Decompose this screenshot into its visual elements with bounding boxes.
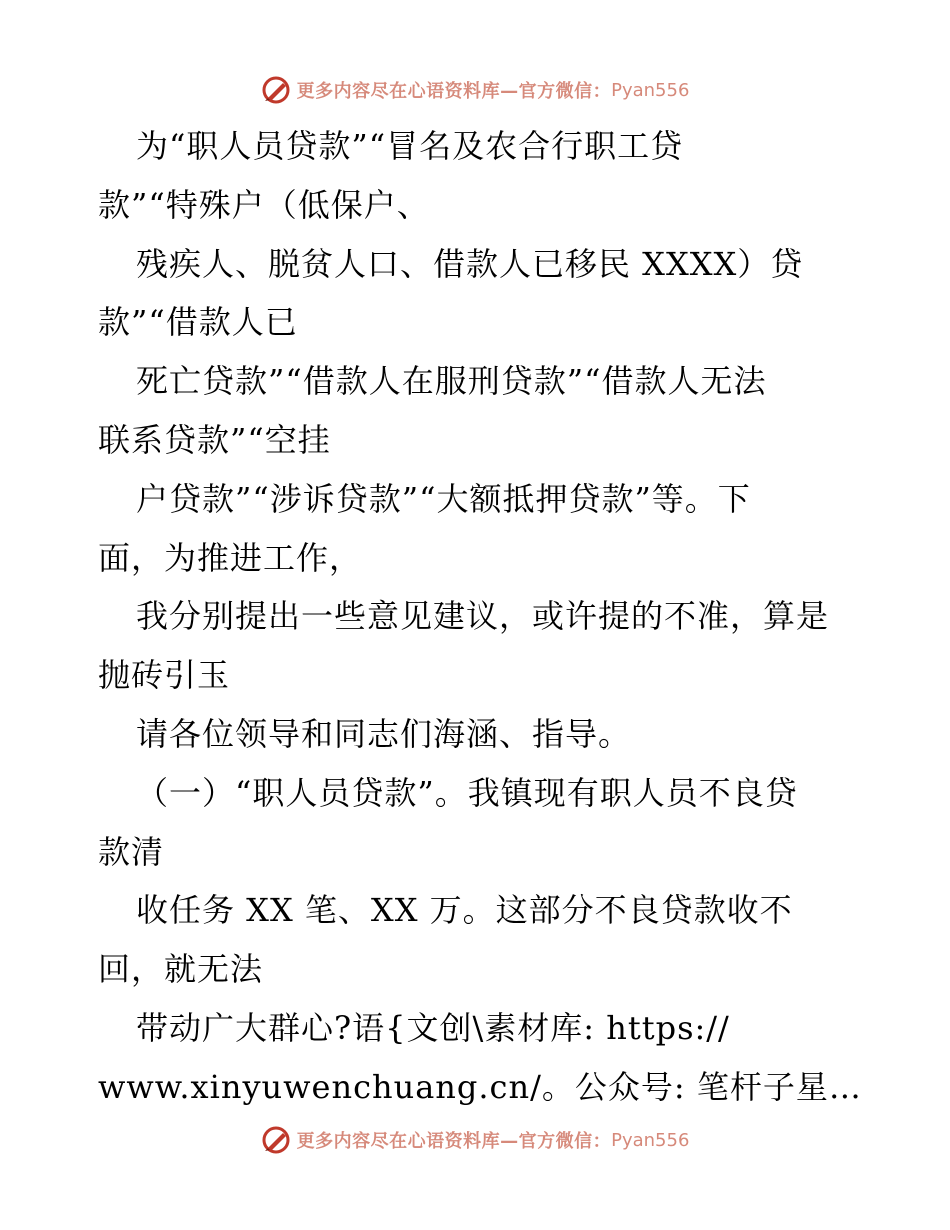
body-line-17: www.xinyuwenchuang.cn/。公众号: 笔杆子星… bbox=[98, 1067, 862, 1106]
body-line-16: 带动广大群心?语{文创\素材库: https:// bbox=[136, 1008, 730, 1047]
footer-banner-text: 更多内容尽在心语资料库—官方微信： bbox=[296, 1131, 612, 1152]
body-line-13: 款清 bbox=[98, 832, 165, 871]
body-line-11: 请各位领导和同志们海涵、指导。 bbox=[136, 714, 632, 753]
body-line-12: （一）“职人员贷款”。我镇现有职人员不良贷 bbox=[136, 773, 798, 812]
page-header-banner bbox=[0, 70, 950, 110]
body-line-3: 残疾人、脱贫人口、借款人已移民 XXXX）贷 bbox=[136, 244, 804, 283]
body-line-6: 联系贷款”“空挂 bbox=[98, 420, 331, 459]
header-banner-contact: Pyan556 bbox=[611, 79, 690, 101]
body-line-9: 我分别提出一些意见建议，或许提的不准，算是 bbox=[136, 597, 830, 636]
document-body bbox=[98, 117, 862, 1117]
body-line-15: 回，就无法 bbox=[98, 950, 264, 989]
body-line-1: 为“职人员贷款”“冒名及农合行职工贷 bbox=[136, 127, 684, 165]
body-line-5: 死亡贷款”“借款人在服刑贷款”“借款人无法 bbox=[136, 362, 767, 401]
body-line-14: 收任务 XX 笔、XX 万。这部分不良贷款收不 bbox=[136, 891, 793, 930]
body-line-7: 户贷款”“涉诉贷款”“大额抵押贷款”等。下 bbox=[136, 479, 751, 518]
body-line-10: 抛砖引玉 bbox=[98, 656, 231, 695]
body-line-8: 面，为推进工作， bbox=[98, 538, 363, 577]
pen-logo-icon bbox=[261, 1125, 291, 1155]
footer-banner-contact: Pyan556 bbox=[611, 1129, 690, 1151]
body-line-2: 款”“特殊户（低保户、 bbox=[98, 185, 430, 224]
page-footer-banner bbox=[0, 1120, 950, 1160]
body-line-4: 款”“借款人已 bbox=[98, 303, 298, 342]
pen-logo-icon bbox=[261, 75, 291, 105]
header-banner-text: 更多内容尽在心语资料库—官方微信： bbox=[296, 81, 612, 102]
